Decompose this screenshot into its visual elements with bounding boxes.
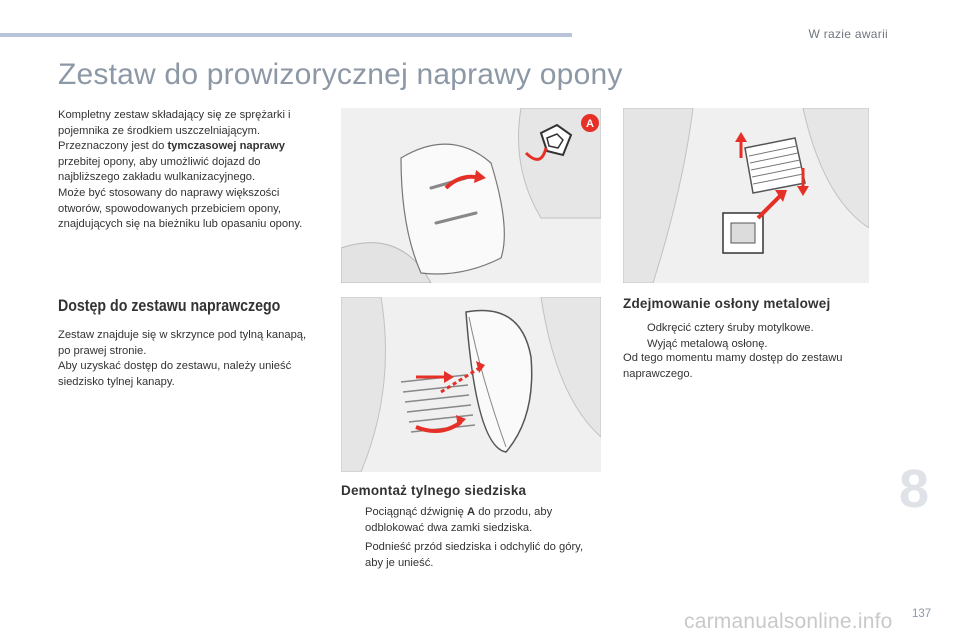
list-item — [341, 505, 603, 536]
page-title: Zestaw do prowizorycznej naprawy opony — [58, 58, 623, 91]
intro-text-usage: Może być stosowany do naprawy większości otworów, spowodowanych przebiciem opony, znajdujących się na bieżniku lub opasaniu opony. — [58, 186, 303, 231]
section-header: W razie awarii — [808, 27, 888, 41]
step-text: Wyjąć metalową osłonę. — [647, 337, 768, 350]
list-item — [623, 337, 873, 353]
seat-lever-illustration — [341, 108, 601, 283]
header-rule — [0, 33, 572, 37]
access-section-body — [58, 328, 320, 390]
intro-text — [58, 108, 320, 233]
step-text-end: do przodu, aby odblokować dwa zamki siedziska. — [365, 506, 553, 534]
metal-cover-steps — [623, 321, 873, 352]
chapter-number: 8 — [899, 459, 930, 519]
step-text: Podnieść przód siedziska i odchylić do góry, aby je unieść. — [365, 541, 584, 569]
step-text-start: Pociągnąć dźwignię — [365, 506, 467, 518]
seat-lever-drawing — [341, 108, 601, 283]
access-location-text: Zestaw znajduje się w skrzynce pod tylną kanapą, po prawej stronie. — [58, 329, 307, 357]
access-section-title: Dostęp do zestawu naprawczego — [58, 297, 281, 315]
metal-cover-drawing — [623, 108, 869, 283]
step-bold-reference: A — [467, 506, 476, 518]
callout-a-label: A — [586, 118, 594, 130]
intro-text-end: przebitej opony, aby umożliwić dojazd do najbliższego zakładu wulkanizacyjnego. — [58, 155, 261, 184]
seat-removal-illustration — [341, 297, 601, 472]
access-instruction-text: Aby uzyskać dostęp do zestawu, należy unieść siedzisko tylnej kanapy. — [58, 360, 292, 388]
page-number: 137 — [912, 608, 932, 620]
intro-bold-term: tymczasowej naprawy — [167, 140, 285, 153]
seat-removal-drawing — [341, 297, 601, 472]
metal-cover-section-title: Zdejmowanie osłony metalowej — [623, 296, 831, 311]
step-text: Odkręcić cztery śruby motylkowe. — [647, 322, 814, 334]
seat-removal-section-title: Demontaż tylnego siedziska — [341, 483, 527, 498]
intro-text-start: Kompletny zestaw składający się ze sprężarki i pojemnika ze środkiem uszczelniającym. Przeznaczony jest do — [58, 109, 291, 153]
metal-cover-illustration — [623, 108, 869, 283]
watermark: carmanualsonline.info — [684, 610, 893, 633]
list-item — [623, 321, 873, 337]
list-item — [341, 540, 603, 571]
seat-removal-steps — [341, 505, 603, 575]
metal-cover-note: Od tego momentu mamy dostęp do zestawu naprawczego. — [623, 352, 843, 380]
